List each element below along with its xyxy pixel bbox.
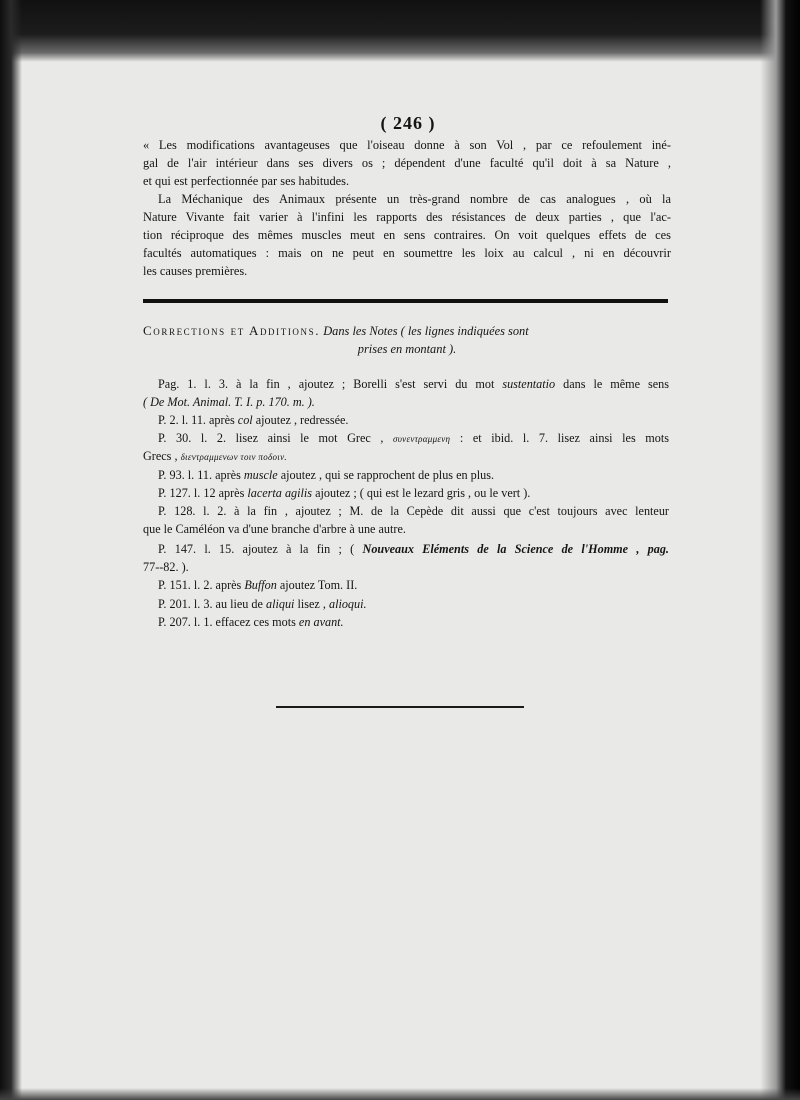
scan-border-bottom [0, 1088, 800, 1100]
correction-entry: P. 2. l. 11. après col ajoutez , redressée. [158, 413, 349, 427]
correction-entry: P. 147. l. 15. ajoutez à la fin ; ( Nouveaux Eléments de la Science de l'Homme , pag. [158, 542, 669, 556]
correction-entry: que le Caméléon va d'une branche d'arbre à une autre. [143, 522, 406, 536]
paragraph-line: gal de l'air intérieur dans ses divers os ; dépendent d'une faculté qu'il doit à sa Nature , [143, 156, 671, 170]
correction-entry: P. 201. l. 3. au lieu de aliqui lisez , alioqui. [158, 597, 367, 611]
paragraph-line: Nature Vivante fait varier à l'infini les rapports des résistances de deux parties , que l'ac- [143, 210, 671, 224]
paragraph-line: « Les modifications avantageuses que l'oiseau donne à son Vol , par ce refoulement iné- [143, 138, 671, 152]
correction-entry: P. 30. l. 2. lisez ainsi le mot Grec , συνεντραμμενη : et ibid. l. 7. lisez ainsi les mots [158, 431, 669, 445]
correction-entry: Pag. 1. l. 3. à la fin , ajoutez ; Borelli s'est servi du mot sustentatio dans le même sens [158, 377, 669, 391]
scan-border-left [0, 0, 22, 1100]
correction-entry: Grecs , διεντραμμενων τοιν ποδοιν. [143, 449, 287, 463]
heading-note: Dans les Notes ( les lignes indiquées sont [323, 324, 529, 338]
scan-border-right [760, 0, 800, 1100]
correction-entry: P. 151. l. 2. après Buffon ajoutez Tom. II. [158, 578, 358, 592]
correction-entry: 77--82. ). [143, 560, 189, 574]
paragraph-line: La Méchanique des Animaux présente un très-grand nombre de cas analogues , où la [158, 192, 671, 206]
paragraph-line: les causes premières. [143, 264, 248, 278]
corrections-title: Corrections et Additions. [143, 323, 321, 338]
end-rule [276, 706, 524, 708]
paragraph-line: facultés automatiques : mais on ne peut en soumettre les loix au calcul , ni en découvrir [143, 246, 671, 260]
correction-entry: P. 207. l. 1. effacez ces mots en avant. [158, 615, 344, 629]
section-divider [143, 299, 668, 303]
correction-entry: P. 127. l. 12 après lacerta agilis ajoutez ; ( qui est le lezard gris , ou le vert ). [158, 486, 531, 500]
correction-entry: ( De Mot. Animal. T. I. p. 170. m. ). [143, 395, 315, 409]
correction-entry: P. 93. l. 11. après muscle ajoutez , qui se rapprochent de plus en plus. [158, 468, 494, 482]
page-number: ( 246 ) [380, 113, 436, 133]
corrections-heading [143, 322, 671, 340]
paragraph-line: tion réciproque des mêmes muscles meut en sens contraires. On voit quelques effets de ces [143, 228, 671, 242]
heading-note-continued: prises en montant ). [357, 342, 457, 356]
scan-border-top [0, 0, 800, 62]
paragraph-line: et qui est perfectionnée par ses habitudes. [143, 174, 350, 188]
correction-entry: P. 128. l. 2. à la fin , ajoutez ; M. de la Cepède dit aussi que c'est toujours avec lenteur [158, 504, 669, 518]
